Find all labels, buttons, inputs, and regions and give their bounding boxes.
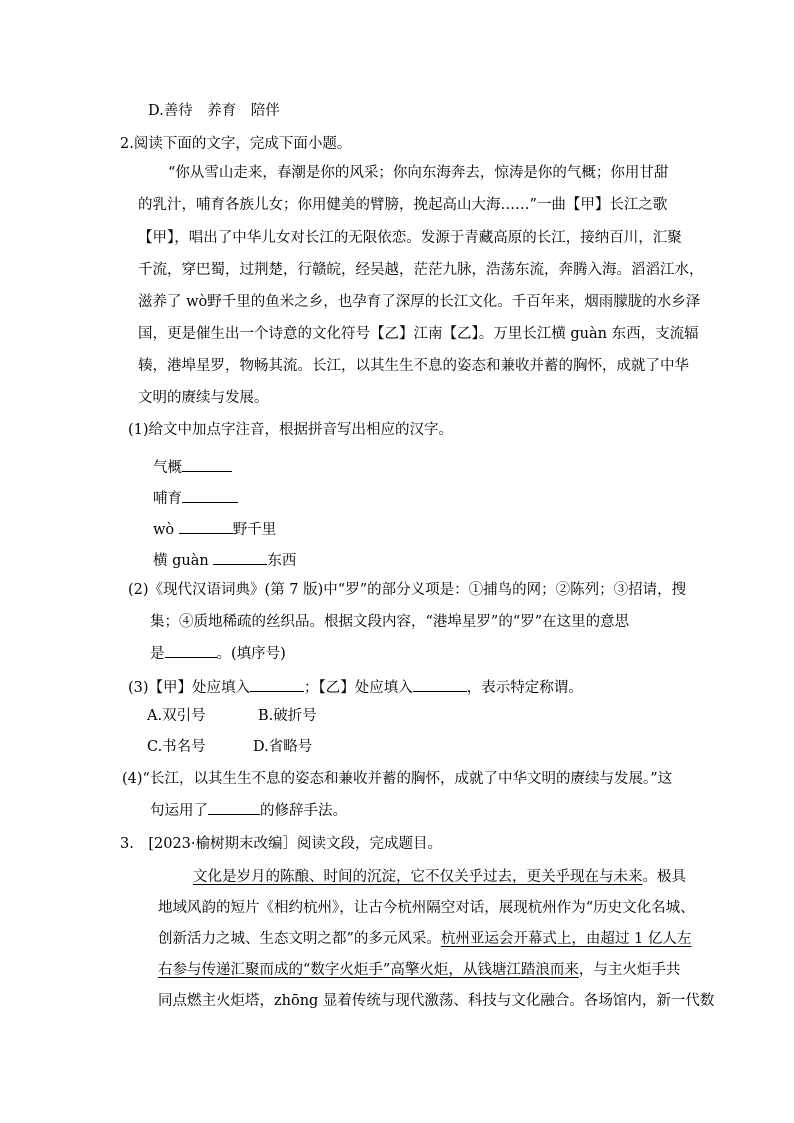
answer-blank[interactable]: [165, 643, 217, 658]
answer-blank[interactable]: [250, 677, 304, 692]
sub4-line1: (4)“长江，以其生生不息的姿态和兼收并蓄的胸怀，成就了中华文明的赓续与发展。”这: [122, 771, 673, 787]
item-pinyin: wò: [153, 522, 179, 538]
q1-option-d: D.善待 养育 陪伴: [148, 103, 280, 119]
answer-blank[interactable]: [179, 519, 233, 534]
sub2-line1: (2)《现代汉语词典》(第 7 版)中“罗”的部分义项是：①捕鸟的网；②陈列；③招请，搜: [128, 582, 687, 598]
sub3-question: (3)【甲】处应填入 ；【乙】处应填入 ，表示特定称谓。: [128, 677, 583, 698]
q3-line5: 同点燃主火炬塔，zhōng 显着传统与现代激荡、科技与文化融合。各场馆内，新一代数: [158, 993, 715, 1009]
passage-line: 国，更是催生出一个诗意的文化符号【乙】江南【乙】。万里长江横 guàn 东西，支流辐: [138, 326, 699, 342]
answer-blank[interactable]: [182, 457, 232, 472]
answer-blank[interactable]: [413, 677, 467, 692]
underlined-sentence: 右参与传递汇聚而成的“数字火炬手”高擎火炬，从钱塘江踏浪而来: [158, 962, 579, 978]
passage-line: 辏，港埠星罗，物畅其流。长江，以其生生不息的姿态和兼收并蓄的胸怀，成就了中华: [138, 358, 689, 374]
sub3-option-a: A.双引号: [147, 708, 206, 724]
q3-heading: 3. [2023·榆树期末改编］阅读文段，完成题目。: [120, 836, 443, 852]
q3-line3: 创新活力之城、生态文明之都”的多元风采。杭州亚运会开幕式上，由超过 1 亿人左: [158, 931, 692, 947]
q3-line2: 地域风韵的短片《相约杭州》，让古今杭州隔空对话，展现杭州作为“历史文化名城、: [158, 900, 695, 916]
answer-blank[interactable]: [213, 550, 267, 565]
answer-blank[interactable]: [182, 488, 238, 503]
sub3-option-c: C.书名号: [147, 739, 206, 755]
item-word: 东西: [267, 553, 297, 569]
item-word: 哺育: [153, 491, 182, 507]
sub1-item-buyu: [153, 488, 238, 509]
underlined-sentence: 杭州亚运会开幕式上，由超过 1 亿人左: [440, 931, 692, 947]
sub3-option-b: B.破折号: [258, 708, 317, 724]
q2-heading: 2.阅读下面的文字，完成下面小题。: [120, 136, 352, 152]
item-pinyin: 横 guàn: [153, 553, 214, 569]
passage-line: 滋养了 wò野千里的鱼米之乡，也孕育了深厚的长江文化。千百年来，烟雨朦胧的水乡泽: [138, 294, 701, 310]
answer-blank[interactable]: [208, 800, 260, 815]
sub1-item-qigai: [153, 457, 232, 478]
item-word: 气概: [153, 460, 182, 476]
sub1-item-wo: [153, 519, 276, 540]
sub3-option-d: D.省略号: [253, 739, 313, 755]
sub2-line2: 集；④质地稀疏的丝织品。根据文段内容，“港埠星罗”的“罗”在这里的意思: [150, 614, 630, 630]
passage-line: “你从雪山走来，春潮是你的风采；你向东海奔去，惊涛是你的气概；你用甘甜: [168, 165, 669, 181]
q3-line1: 文化是岁月的陈酿、时间的沉淀，它不仅关乎过去，更关乎现在与未来。极具: [193, 869, 686, 885]
passage-line: 文明的赓续与发展。: [138, 390, 269, 406]
sub1-prompt: (1)给文中加点字注音，根据拼音写出相应的汉字。: [128, 422, 454, 438]
passage-line: 的乳汁，哺育各族儿女；你用健美的臂膀，挽起高山大海……”一曲【甲】长江之歌: [138, 197, 668, 213]
passage-line: 【甲】，唱出了中华儿女对长江的无限依恋。发源于青藏高原的长江，接纳百川，汇聚: [138, 230, 682, 246]
underlined-sentence: 文化是岁月的陈酿、时间的沉淀，它不仅关乎过去，更关乎现在与未来: [193, 869, 643, 885]
sub1-item-guan: [153, 550, 296, 571]
sub2-line3: 是 。(填序号): [150, 643, 286, 664]
sub4-line2: 句运用了 的修辞手法。: [150, 800, 347, 821]
q3-line4: 右参与传递汇聚而成的“数字火炬手”高擎火炬，从钱塘江踏浪而来，与主火炬手共: [158, 962, 681, 978]
passage-line: 千流，穿巴蜀，过荆楚，行赣皖，经吴越，茫茫九脉，浩荡东流，奔腾入海。滔滔江水，: [138, 262, 704, 278]
item-word: 野千里: [232, 522, 277, 538]
